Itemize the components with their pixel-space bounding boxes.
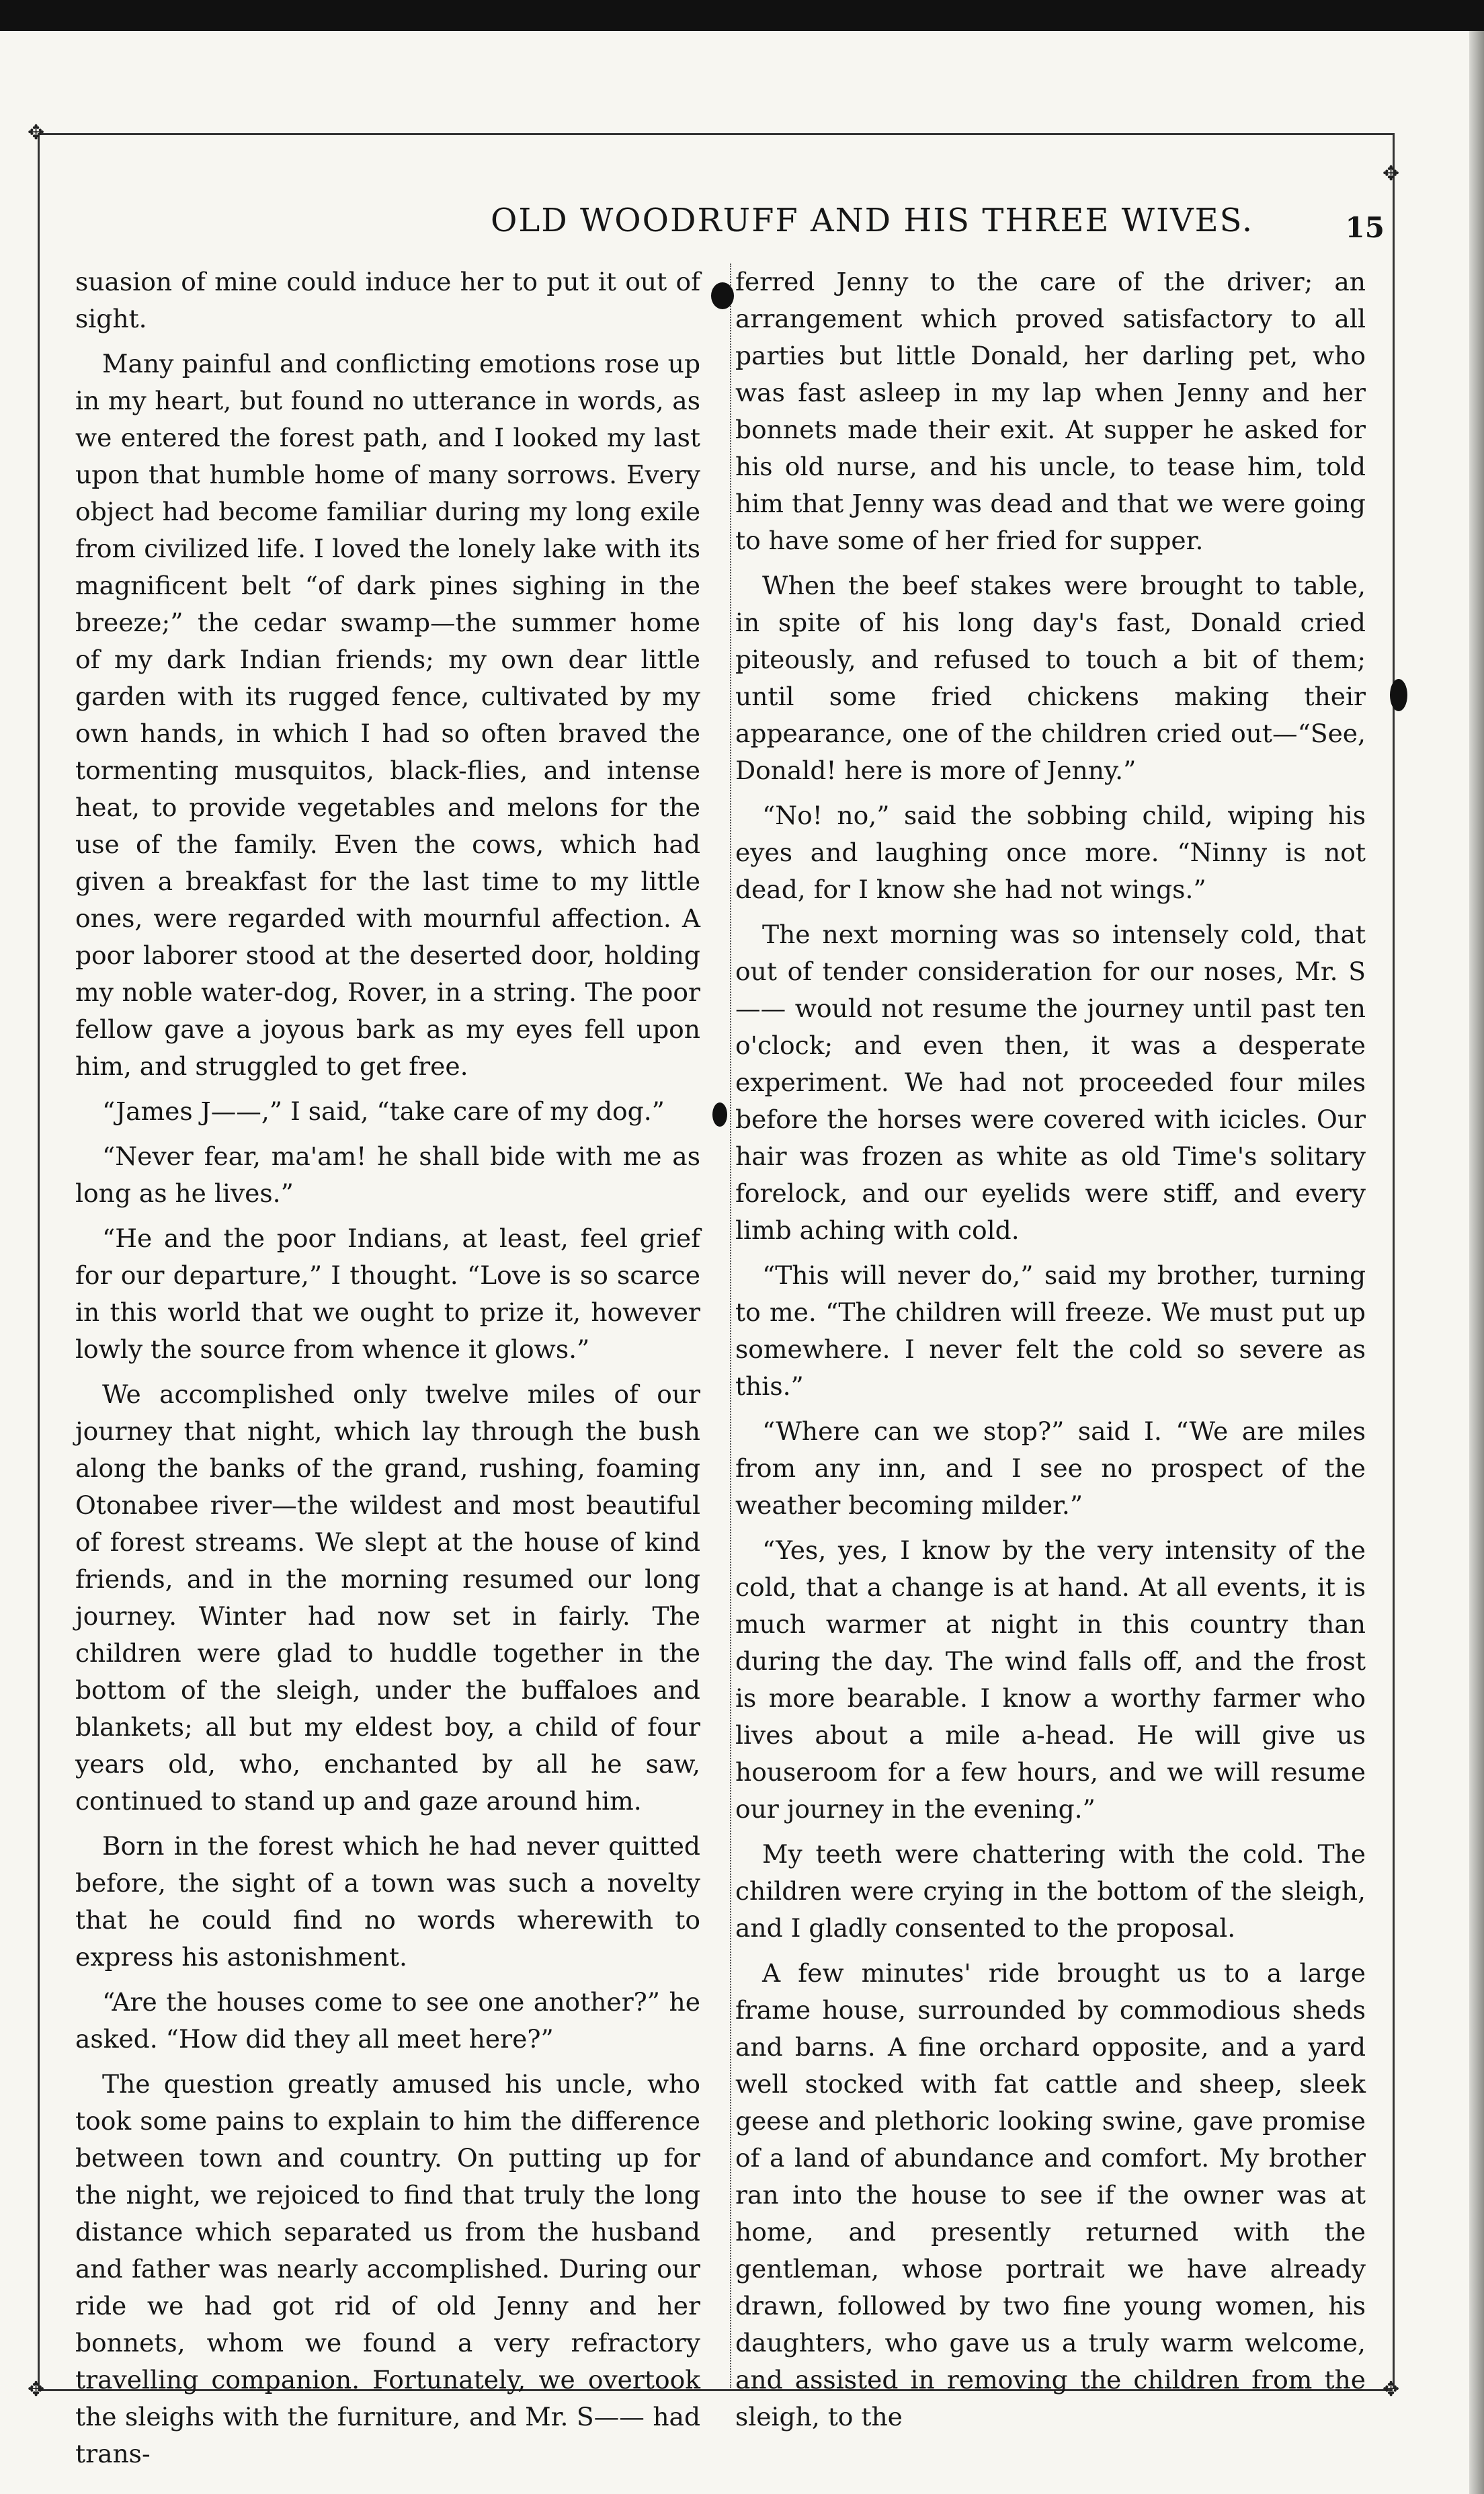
paragraph: “This will never do,” said my brother, turning to me. “The children will freeze. We must put up somewhere. I never felt the cold so severe as this.” <box>735 1260 1366 1401</box>
corner-ornament-icon: ✥ <box>28 2378 45 2401</box>
scan-top-edge <box>0 0 1484 31</box>
paragraph: When the beef stakes were brought to table, in spite of his long day's fast, Donald cried piteously, and refused to touch a bit of them; until some fried chickens making their appearance, one of the children cried out—“See, Donald! here is more of Jenny.” <box>735 571 1366 785</box>
paragraph: suasion of mine could induce her to put it out of sight. <box>75 267 700 333</box>
page-border-left <box>38 133 40 2389</box>
corner-ornament-icon: ✥ <box>1383 162 1400 186</box>
paragraph: “Yes, yes, I know by the very intensity of the cold, that a change is at hand. At all events, it is much warmer at night in this country than during the day. The wind falls off, and the frost is more bearable. I know a worthy farmer who lives about a mile a-head. He will give us houseroom for a few hours, and we will resume our journey in the evening.” <box>735 1535 1366 1824</box>
running-header <box>67 202 1385 255</box>
paragraph: The next morning was so intensely cold, that out of tender consideration for our noses, Mr. S—— would not resume the journey until past ten o'clock; and even then, it was a desperate experiment. We had not proceeded four miles before the horses were covered with icicles. Our hair was frozen as white as old Time's solitary forelock, and our eyelids were stiff, and every limb aching with cold. <box>735 920 1366 1245</box>
paragraph: ferred Jenny to the care of the driver; an arrangement which proved satisfactory to all parties but little Donald, her darling pet, who was fast asleep in my lap when Jenny and her bonnets made their exit. At supper he asked for his old nurse, and his uncle, to tease him, told him that Jenny was dead and that we were going to have some of her fried for supper. <box>735 267 1366 555</box>
page-border-top <box>38 133 1393 135</box>
paragraph: “Never fear, ma'am! he shall bide with me as long as he lives.” <box>75 1141 700 1208</box>
scan-right-edge <box>1469 31 1484 2494</box>
paragraph: The question greatly amused his uncle, who took some pains to explain to him the difference between town and country. On putting up for the night, we rejoiced to find that truly the long distance which separated us from the husband and father was nearly accomplished. During our ride we had got rid of old Jenny and her bonnets, whom we found a very refractory travelling companion. Fortunately, we overtook the sleighs with the furniture, and Mr. S—— had trans- <box>75 2069 700 2468</box>
paragraph: “He and the poor Indians, at least, feel grief for our departure,” I thought. “Love is so scarce in this world that we ought to prize it, however lowly the source from whence it glows.” <box>75 1223 700 1364</box>
paragraph: “Are the houses come to see one another?” he asked. “How did they all meet here?” <box>75 1987 700 2054</box>
paragraph: “James J——,” I said, “take care of my dog.” <box>102 1096 665 1126</box>
left-column <box>75 264 700 2481</box>
column-divider <box>730 264 731 2388</box>
ink-blot <box>712 1102 727 1127</box>
page-title: OLD WOODRUFF AND HIS THREE WIVES. <box>491 202 1254 239</box>
paragraph: Many painful and conflicting emotions rose up in my heart, but found no utterance in words, as we entered the forest path, and I looked my last upon that humble home of many sorrows. Every object had become familiar during my long exile from civilized life. I loved the lonely lake with its magnificent belt “of dark pines sighing in the breeze;” the cedar swamp—the summer home of my dark Indian friends; my own dear little garden with its rugged fence, cultivated by my own hands, in which I had so often braved the tormenting musquitos, black-flies, and intense heat, to provide vegetables and melons for the use of the family. Even the cows, which had given a breakfast for the last time to my little ones, were regarded with mournful affection. A poor laborer stood at the deserted door, holding my noble water-dog, Rover, in a string. The poor fellow gave a joyous bark as my eyes fell upon him, and struggled to get free. <box>75 349 700 1081</box>
ink-blot <box>711 282 734 309</box>
paragraph: A few minutes' ride brought us to a large frame house, surrounded by commodious sheds and barns. A fine orchard opposite, and a yard well stocked with fat cattle and sheep, sleek geese and plethoric looking swine, gave promise of a land of abundance and comfort. My brother ran into the house to see if the owner was at home, and presently returned with the gentleman, whose portrait we have already drawn, followed by two fine young women, his daughters, who gave us a truly warm welcome, and assisted in removing the children from the sleigh, to the <box>735 1958 1366 2431</box>
corner-ornament-icon: ✥ <box>28 121 45 145</box>
paragraph: “Where can we stop?” said I. “We are miles from any inn, and I see no prospect of the weather becoming milder.” <box>735 1416 1366 1520</box>
paragraph: My teeth were chattering with the cold. The children were crying in the bottom of the sleigh, and I gladly consented to the proposal. <box>735 1839 1366 1943</box>
page-number: 15 <box>1345 211 1385 244</box>
ink-blot <box>1390 679 1407 711</box>
page-border-right <box>1393 133 1395 2389</box>
paragraph: We accomplished only twelve miles of our journey that night, which lay through the bush along the banks of the grand, rushing, foaming Otonabee river—the wildest and most beautiful of forest streams. We slept at the house of kind friends, and in the morning resumed our long journey. Winter had now set in fairly. The children were glad to huddle together in the bottom of the sleigh, under the buffaloes and blankets; all but my eldest boy, a child of four years old, who, enchanted by all he saw, continued to stand up and gaze around him. <box>75 1379 700 1816</box>
corner-ornament-icon: ✥ <box>1383 2378 1400 2401</box>
paragraph: “No! no,” said the sobbing child, wiping his eyes and laughing once more. “Ninny is not dead, for I know she had not wings.” <box>735 801 1366 904</box>
right-column <box>735 264 1366 2444</box>
paragraph: Born in the forest which he had never quitted before, the sight of a town was such a novelty that he could find no words wherewith to express his astonishment. <box>75 1831 700 1972</box>
